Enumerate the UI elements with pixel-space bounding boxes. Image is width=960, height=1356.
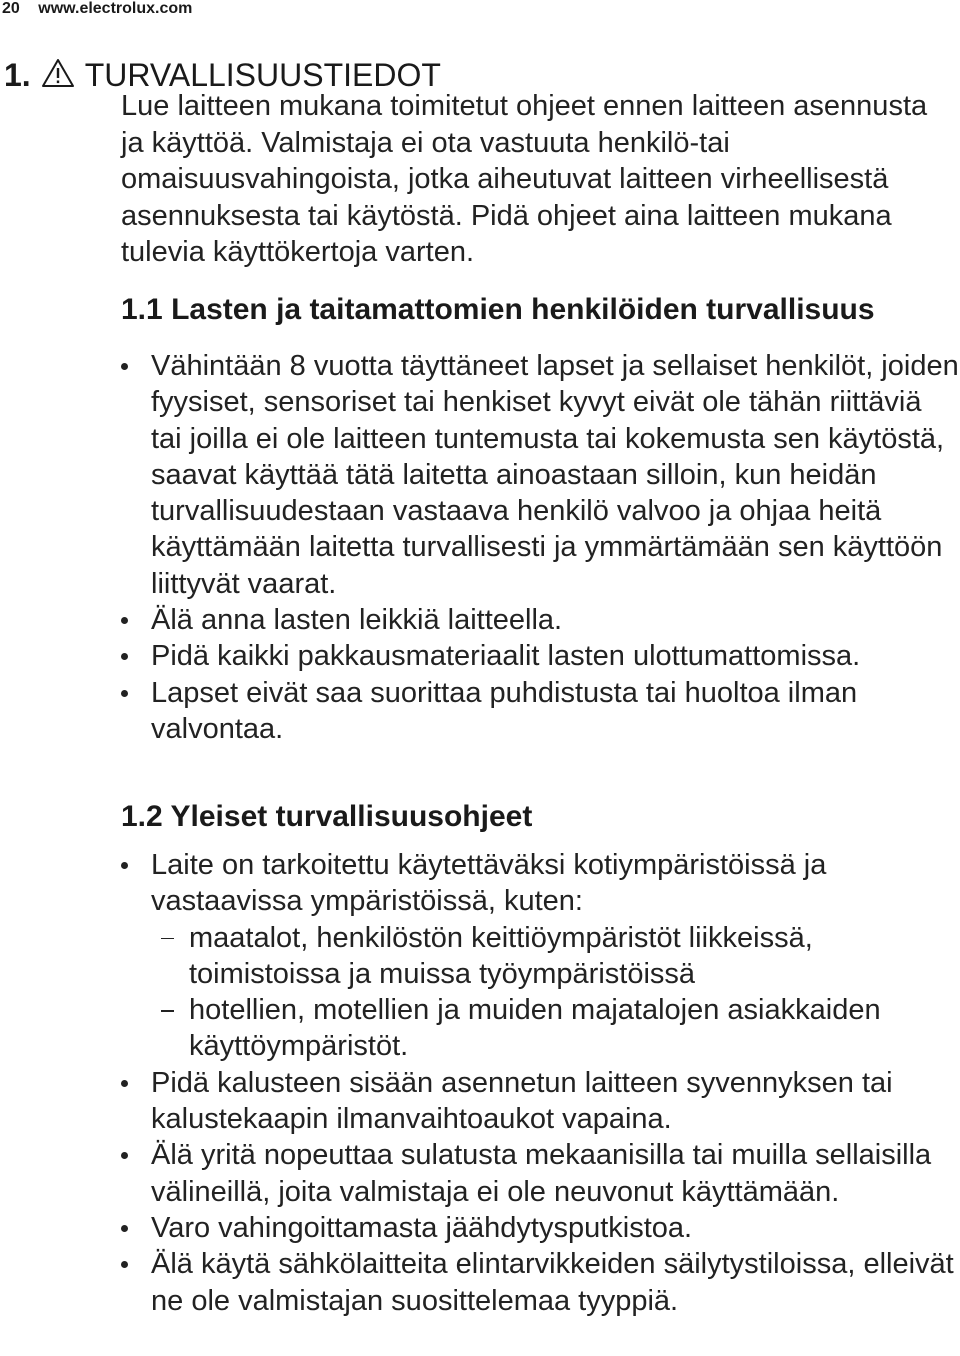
list-item xyxy=(121,602,960,638)
list-item-text: Älä yritä nopeuttaa sulatusta mekaanisilla tai muilla sellaisilla välineillä, joita valmistaja ei ole neuvonut käyttämään. xyxy=(151,1139,932,1208)
page-number: 20 xyxy=(2,0,20,17)
list-item-text: Lapset eivät saa suorittaa puhdistusta tai huoltoa ilman valvontaa. xyxy=(151,676,858,745)
bullet-icon xyxy=(121,1225,128,1232)
list-item xyxy=(121,638,960,674)
section-number: 1.2 xyxy=(121,800,163,833)
list-item xyxy=(121,1137,960,1210)
bullet-icon xyxy=(121,862,128,869)
chapter-heading-text: TURVALLISUUSTIEDOT xyxy=(84,57,441,94)
section-title xyxy=(121,799,960,835)
section-general-safety xyxy=(121,799,960,1319)
section-heading-text: Lasten ja taitamattomien henkilöiden turvallisuus xyxy=(171,293,875,326)
warning-triangle-icon xyxy=(41,58,75,88)
list-item xyxy=(121,1065,960,1138)
list-item-text: Vähintään 8 vuotta täyttäneet lapset ja sellaiset henkilöt, joiden fyysiset, sensoriset tai henkiset kyvyt eivät ole tähän riittäviä tai joilla ei ole laitteen tuntemusta tai kokemusta sen käytöstä, saavat käyttää tätä laitetta ainoastaan silloin, kun heidän turvallisuudestaan vastaava henkilö valvoo ja ohjaa heitä käyttämään laitetta turvallisesti ja ymmärtämään sen käyttöön liittyvät vaarat. xyxy=(151,350,959,600)
section-number: 1.1 xyxy=(121,293,163,326)
sub-list-item-text: hotellien, motellien ja muiden majatalojen asiakkaiden käyttöympäristöt. xyxy=(189,994,881,1063)
bullet-icon xyxy=(121,1261,128,1268)
bullet-list xyxy=(121,348,960,747)
sub-list-item-text: maatalot, henkilöstön keittiöympäristöt liikkeissä, toimistoissa ja muissa työympäristöissä xyxy=(189,921,813,990)
bullet-list xyxy=(121,847,960,1319)
dash-icon xyxy=(161,1010,174,1012)
bullet-icon xyxy=(121,1080,128,1087)
intro-paragraph: Lue laitteen mukana toimitetut ohjeet ennen laitteen asennusta ja käyttöä. Valmistaja ei ota vastuuta henkilö-tai omaisuusvahingoista, jotka aiheutuvat laitteen virheellisestä asennuksesta tai käytöstä. Pidä ohjeet aina laitteen mukana tulevia käyttökertoja varten. xyxy=(121,90,928,268)
list-item xyxy=(121,847,960,1065)
bullet-icon xyxy=(121,617,128,624)
bullet-icon xyxy=(121,653,128,660)
section-title xyxy=(121,292,960,328)
website-link[interactable]: www.electrolux.com xyxy=(38,0,193,17)
section-child-safety xyxy=(121,292,960,747)
chapter-number: 1. xyxy=(4,57,31,94)
list-item-text: Pidä kalusteen sisään asennetun laitteen syvennyksen tai kalustekaapin ilmanvaihtoaukot vapaina. xyxy=(151,1066,893,1136)
section-heading-text: Yleiset turvallisuusohjeet xyxy=(170,800,533,833)
sub-list-item xyxy=(151,992,960,1065)
list-item xyxy=(121,1246,960,1319)
page-header xyxy=(2,0,192,18)
list-item-text: Laite on tarkoitettu käytettäväksi kotiympäristöissä ja vastaavissa ympäristöissä, kuten: xyxy=(151,849,827,918)
list-item-text: Varo vahingoittamasta jäähdytysputkistoa. xyxy=(151,1211,693,1244)
list-item-text: Älä käytä sähkölaitteita elintarvikkeiden säilytystiloissa, elleivät ne ole valmistajan suosittelemaa tyyppiä. xyxy=(151,1248,954,1317)
list-item-text: Pidä kaikki pakkausmateriaalit lasten ulottumattomissa. xyxy=(151,640,861,673)
bullet-icon xyxy=(121,363,128,370)
bullet-icon xyxy=(121,690,128,697)
bullet-icon xyxy=(121,1152,128,1159)
list-item xyxy=(121,348,960,602)
dash-icon xyxy=(161,938,174,940)
list-item xyxy=(121,1210,960,1246)
list-item-text: Älä anna lasten leikkiä laitteella. xyxy=(151,604,563,637)
list-item xyxy=(121,675,960,748)
sub-list xyxy=(151,920,960,1065)
sub-list-item xyxy=(151,920,960,993)
